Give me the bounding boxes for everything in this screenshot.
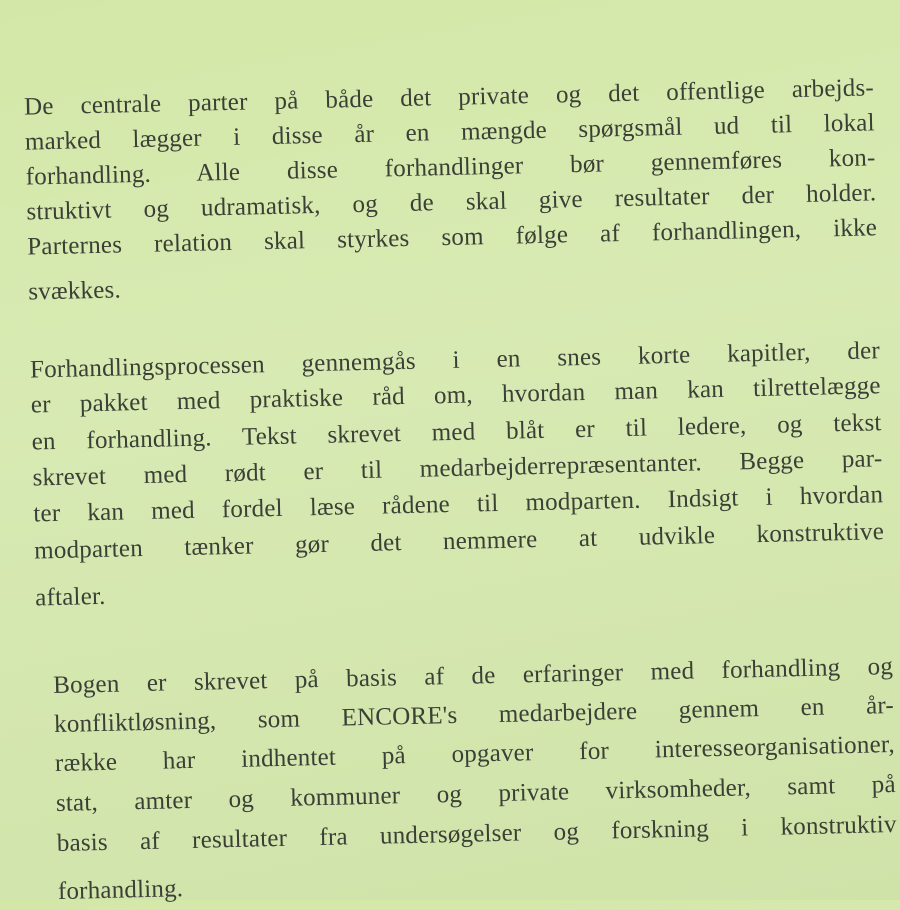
text-line: svækkes. <box>28 276 122 306</box>
text-line: skrevet med rødt er til medarbejderrepræsentanter. Begge par- <box>32 445 883 492</box>
text-line: forhandling. Alle disse forhandlinger bør gennemføres kon- <box>25 144 876 191</box>
text-line: ter kan med fordel læse rådene til modparten. Indsigt i hvordan <box>33 481 884 528</box>
text-line: modparten tænker gør det nemmere at udvikle konstruktive <box>33 518 885 565</box>
text-line: række har indhentet på opgaver for interesseorganisationer, <box>54 730 896 778</box>
text-line: forhandling. <box>57 875 184 906</box>
text-line: struktivt og udramatisk, og de skal give resultater der holder. <box>26 179 877 226</box>
paragraph-1 <box>0 0 890 306</box>
text-line: Forhandlingsprocessen gennemgås i en snes korte kapitler, der <box>29 337 881 384</box>
text-line: Parternes relation skal styrkes som følge af forhandlingen, ikke <box>26 214 878 261</box>
text-line: aftaler. <box>34 582 106 612</box>
text-line: stat, amter og kommuner og private virksomheder, samt på <box>55 770 897 818</box>
text-line: er pakket med praktiske råd om, hvordan man kan tilrettelægge <box>30 372 881 419</box>
text-line: basis af resultater fra undersøgelser og forskning i konstruktiv <box>56 810 897 858</box>
text-line: marked lægger i disse år en mængde spørgsmål ud til lokal <box>24 109 875 156</box>
text-line: konfliktløsning, som ENCORE's medarbejdere gennem en år- <box>53 691 895 739</box>
text-line: en forhandling. Tekst skrevet med blåt er til ledere, og tekst <box>31 409 882 456</box>
text-line: Bogen er skrevet på basis af de erfaringer med forhandling og <box>52 653 894 700</box>
text-line: De centrale parter på både det private og det offentlige arbejds- <box>23 74 875 121</box>
